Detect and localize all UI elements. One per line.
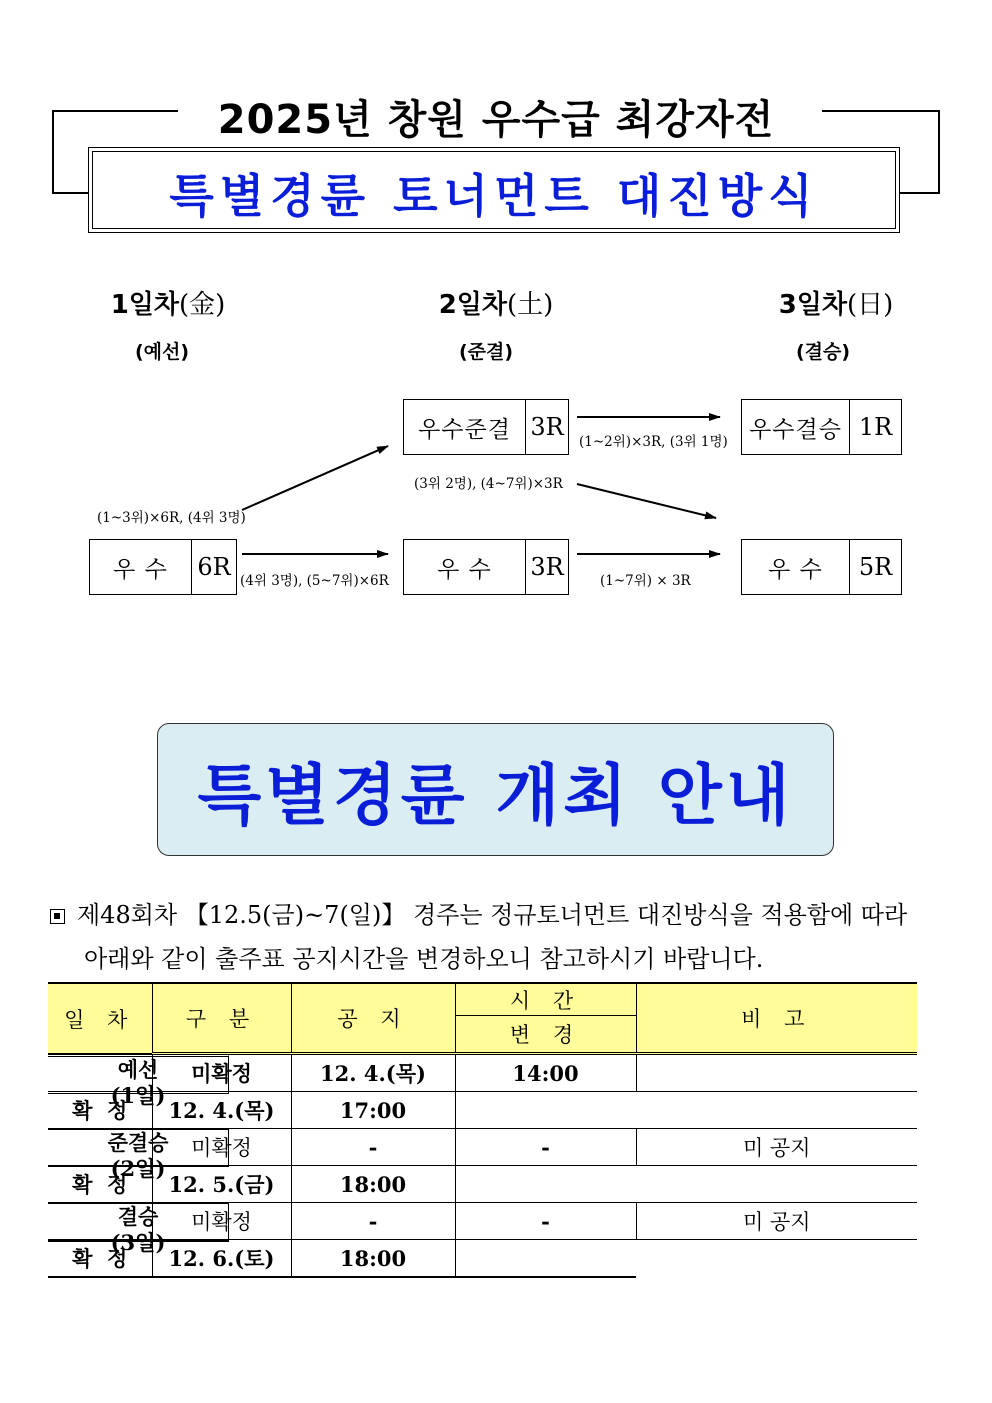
box-day2-name: 우 수: [404, 540, 526, 594]
paragraph-line-1: [48, 893, 948, 937]
day-cell-line2: (1일): [110, 1083, 166, 1108]
header-notice: 공 지: [291, 983, 455, 1054]
day-cell-line1: 예선: [117, 1057, 159, 1082]
time-cell: 18:00: [291, 1166, 455, 1203]
time-cell: 18:00: [291, 1240, 455, 1278]
table-row: [48, 1129, 917, 1166]
label-semi-to-day3: (3위 2명), (4~7위)×3R: [414, 476, 563, 492]
type-cell: 미확정: [152, 1054, 291, 1092]
day-2-hanja: (土): [507, 290, 554, 320]
remark-cell: 미 공지: [636, 1203, 917, 1240]
label-day1-to-day2: (4위 3명), (5~7위)×6R: [240, 573, 389, 589]
day-cell: [48, 1054, 229, 1108]
date-cell: 12. 4.(목): [291, 1054, 455, 1092]
paragraph-line-2: 아래와 같이 출주표 공지시간을 변경하오니 참고하시기 바랍니다.: [84, 945, 764, 973]
remark-cell: [636, 1054, 917, 1092]
time-cell: 14:00: [455, 1054, 636, 1092]
day-cell: [48, 1203, 229, 1255]
box-day2-semi-round: 3R: [530, 413, 564, 441]
notice-box: [157, 723, 834, 856]
time-cell: 17:00: [291, 1092, 455, 1129]
type-cell: 확 정: [48, 1240, 152, 1278]
day-cell-line1: 준결승: [107, 1130, 169, 1155]
remark-cell: 미 공지: [636, 1129, 917, 1166]
remark-cell: [455, 1092, 636, 1129]
diagram-arrows: [0, 0, 992, 700]
header-day: 일 차: [48, 983, 152, 1054]
box-day3-name: 우 수: [742, 540, 850, 594]
day-3-label: 3일차: [778, 290, 848, 320]
day-1-hanja: (金): [179, 290, 226, 320]
day-2-label: 2일차: [438, 290, 508, 320]
label-semi-to-final: (1~2위)×3R, (3위 1명): [579, 434, 728, 450]
table-row: [48, 1054, 917, 1092]
header-time: 시 간: [455, 983, 636, 1016]
paragraph-line-1-text: 제48회차 【12.5(금)~7(일)】 경주는 정규토너먼트 대진방식을 적용함에 따라: [77, 901, 908, 929]
day-cell: [48, 1129, 229, 1181]
date-cell: 12. 5.(금): [152, 1166, 291, 1203]
box-day2-semi-name: 우수준결: [404, 400, 526, 454]
square-bullet-icon: [50, 909, 65, 924]
schedule-table: [48, 982, 917, 1278]
day-cell-line2: (3일): [110, 1230, 166, 1255]
box-day1-name: 우 수: [90, 540, 192, 594]
time-cell: -: [455, 1203, 636, 1240]
day-3-stage: (결승): [795, 341, 851, 363]
date-cell: -: [291, 1203, 455, 1240]
box-day1-round: 6R: [197, 553, 231, 581]
header-remark: 비 고: [636, 983, 917, 1054]
box-day3-final-name: 우수결승: [742, 400, 850, 454]
time-cell: -: [455, 1129, 636, 1166]
date-cell: 12. 4.(목): [152, 1092, 291, 1129]
day-1-stage: (예선): [134, 341, 190, 363]
type-cell: 확 정: [48, 1092, 152, 1129]
arrow-semi-to-day3: [577, 484, 716, 518]
label-day2-to-day3: (1~7위) × 3R: [600, 573, 691, 589]
table-row: [48, 1203, 917, 1240]
day-cell-line1: 결승: [117, 1204, 159, 1229]
box-day2-round: 3R: [530, 553, 564, 581]
page-title: 2025년 창원 우수급 최강자전: [217, 97, 775, 143]
type-cell: 미확정: [152, 1203, 291, 1240]
type-cell: 확 정: [48, 1166, 152, 1203]
label-day1-to-semi: (1~3위)×6R, (4위 3명): [97, 510, 246, 526]
day-cell-line2: (2일): [110, 1156, 166, 1181]
header-type: 구 분: [152, 983, 291, 1054]
remark-cell: [455, 1240, 636, 1278]
header-change: 변 경: [455, 1016, 636, 1054]
box-day3-final-round: 1R: [858, 413, 893, 441]
notice-paragraph: [48, 893, 948, 981]
date-cell: 12. 6.(토): [152, 1240, 291, 1278]
remark-cell: [455, 1166, 636, 1203]
day-1-label: 1일차: [110, 290, 180, 320]
box-day3-round: 5R: [858, 553, 893, 581]
type-cell: 미확정: [152, 1129, 291, 1166]
notice-title: 특별경륜 개최 안내: [197, 757, 794, 834]
day-2-stage: (준결): [458, 341, 514, 363]
day-3-hanja: (日): [847, 290, 894, 320]
arrow-day1-to-semi: [242, 446, 388, 510]
date-cell: -: [291, 1129, 455, 1166]
subtitle: 특별경륜 토너먼트 대진방식: [169, 169, 819, 223]
